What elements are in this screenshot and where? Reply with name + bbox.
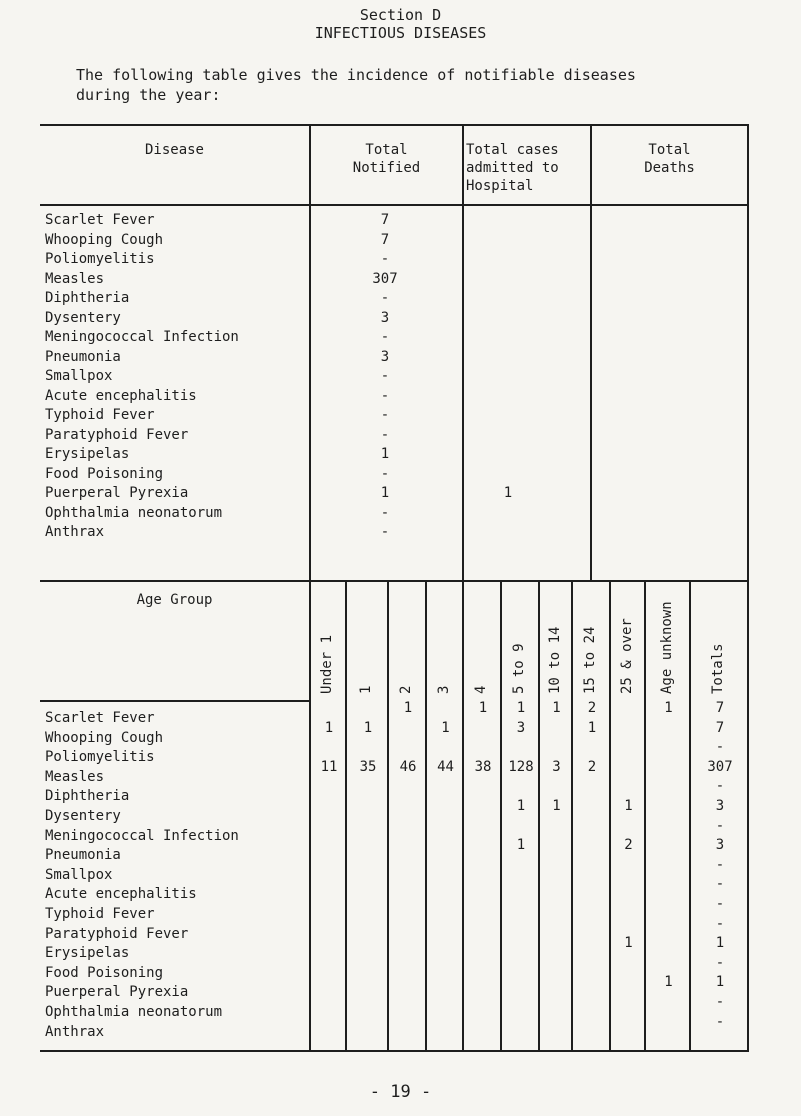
table2-column-header: Totals — [710, 643, 726, 694]
table2-cell: 1 — [516, 798, 526, 814]
table2-col-divider — [309, 580, 311, 1052]
table2-disease-label: Acute encephalitis — [45, 886, 197, 903]
intro-line-2: during the year: — [76, 86, 221, 104]
table1-header-rule — [40, 204, 748, 206]
table2-cell: 1 — [664, 974, 673, 991]
table2-disease-label: Measles — [45, 768, 105, 785]
table2-disease-label: Meningococcal Infection — [45, 827, 239, 844]
table1-col-divider — [462, 124, 464, 580]
table1-notified-value: 3 — [380, 348, 390, 365]
table2-cell: 1 — [552, 798, 561, 814]
table1-disease-label: Food Poisoning — [45, 465, 164, 482]
table2-col-divider — [425, 580, 427, 1052]
table2-disease-label: Erysipelas — [45, 945, 130, 962]
table2-col-divider — [747, 580, 749, 1052]
table1-disease-label: Acute encephalitis — [45, 387, 197, 404]
table2-cell: 1 — [664, 700, 673, 716]
table2-column-header: 1 — [358, 685, 374, 694]
table1-disease-label: Erysipelas — [45, 446, 130, 462]
hospital-header-3: Hospital — [466, 178, 534, 194]
table2-cell: 1 — [324, 719, 334, 736]
table2-disease-label: Dysentery — [45, 808, 121, 824]
table1-disease-label: Anthrax — [45, 524, 105, 540]
table2-cell: - — [715, 778, 725, 795]
table2-cell: 3 — [516, 719, 526, 736]
table1-notified-value: - — [380, 368, 390, 384]
table2-disease-label: Typhoid Fever — [45, 906, 155, 922]
table1-notified-value: 307 — [372, 270, 398, 287]
page-number: - 19 - — [369, 1082, 432, 1102]
hospital-header-2: admitted to — [466, 160, 559, 176]
table2-cell: 44 — [437, 758, 454, 775]
table1-notified-value: 7 — [380, 212, 390, 228]
table2-column-header: 15 to 24 — [582, 626, 598, 694]
table1-col-divider — [747, 124, 749, 580]
table2-cell: 307 — [707, 758, 733, 775]
table2-column-header: 5 to 9 — [511, 643, 527, 694]
table2-cell: - — [715, 817, 725, 834]
table2-cell: 1 — [516, 837, 526, 854]
table2-cell: 3 — [552, 758, 561, 775]
table2-cell: - — [715, 915, 725, 932]
table2-col-divider — [609, 580, 611, 1052]
table1-notified-value: - — [380, 407, 390, 423]
table2-cell: 1 — [552, 700, 561, 716]
table2-disease-label: Food Poisoning — [45, 964, 164, 981]
table1-notified-value: - — [380, 504, 390, 521]
table2-column-header: 2 — [398, 685, 414, 694]
table2-cell: 2 — [587, 758, 597, 775]
table2-cell: - — [715, 994, 725, 1010]
table2-cell: 128 — [508, 758, 534, 775]
table2-disease-label: Whooping Cough — [45, 729, 164, 746]
table2-cell: 1 — [478, 700, 488, 716]
table1-disease-label: Poliomyelitis — [45, 251, 155, 267]
table2-cell: 1 — [441, 719, 450, 736]
table2-column-header: 3 — [435, 685, 452, 694]
table2-cell: 38 — [474, 758, 492, 775]
table2-column-header: Under 1 — [319, 634, 335, 694]
table2-cell: - — [715, 1013, 725, 1030]
page-title: INFECTIOUS DISEASES — [314, 24, 487, 42]
table1-notified-value: - — [380, 387, 390, 404]
table1-notified-value: 3 — [380, 309, 390, 326]
intro-line-1: The following table gives the incidence of notifiable diseases — [76, 66, 636, 84]
table1-col-divider — [309, 124, 311, 580]
table2-cell: 3 — [715, 837, 725, 854]
table2-top-rule — [40, 580, 748, 582]
table2-cell: 3 — [715, 798, 725, 814]
table2-cell: - — [715, 739, 725, 756]
notified-header-2: Notified — [352, 160, 421, 176]
table2-col-divider — [644, 580, 646, 1052]
table2-disease-label: Anthrax — [45, 1023, 105, 1040]
table2-col-divider — [345, 580, 347, 1052]
table2-cell: 2 — [587, 700, 597, 716]
table1-disease-label: Paratyphoid Fever — [45, 426, 189, 443]
table2-cell: 1 — [624, 798, 633, 814]
table2-cell: 1 — [715, 935, 725, 952]
table2-cell: 1 — [363, 719, 373, 736]
table1-disease-label: Scarlet Fever — [45, 212, 155, 228]
table1-disease-label: Measles — [45, 270, 105, 287]
table2-col-divider — [689, 580, 691, 1052]
table2-disease-label: Diphtheria — [45, 788, 130, 805]
deaths-header-2: Deaths — [644, 160, 695, 176]
table2-bottom-rule — [40, 1050, 748, 1052]
hospital-header-1: Total cases — [466, 142, 559, 158]
deaths-header-1: Total — [648, 142, 691, 158]
table1-notified-value: - — [380, 329, 390, 345]
table1-notified-value: - — [380, 524, 390, 540]
table2-column-header: 4 — [473, 685, 489, 694]
table1-disease-label: Diphtheria — [45, 290, 130, 306]
table2-cell: 1 — [403, 700, 413, 716]
table2-col-divider — [538, 580, 540, 1052]
table1-top-rule — [40, 124, 748, 126]
age-group-header: Age Group — [136, 592, 213, 608]
table2-column-header: 25 & over — [618, 618, 635, 694]
table2-cell: 35 — [359, 758, 377, 775]
table2-disease-label: Paratyphoid Fever — [45, 925, 189, 942]
table2-col-divider — [462, 580, 464, 1052]
table2-disease-label: Scarlet Fever — [45, 710, 155, 726]
table2-cell: 1 — [715, 974, 725, 991]
table1-disease-label: Puerperal Pyrexia — [45, 485, 189, 501]
table2-column-header: 10 to 14 — [546, 626, 563, 694]
table1-disease-label: Whooping Cough — [45, 231, 164, 248]
table1-notified-value: 7 — [380, 231, 390, 248]
table2-cell: - — [715, 954, 725, 971]
table1-disease-label: Ophthalmia neonatorum — [45, 504, 223, 521]
table2-cell: 7 — [715, 700, 725, 716]
table2-cell: - — [715, 876, 725, 893]
table1-notified-value: - — [380, 426, 390, 443]
table2-col-divider — [571, 580, 573, 1052]
table2-disease-label: Puerperal Pyrexia — [45, 984, 189, 1001]
table1-notified-value: 1 — [380, 446, 390, 462]
table1-notified-value: - — [380, 251, 390, 267]
notified-header-1: Total — [365, 142, 408, 158]
table1-hospital-value: 1 — [503, 485, 513, 501]
table1-disease-label: Typhoid Fever — [45, 407, 155, 423]
table1-disease-label: Meningococcal Infection — [45, 329, 239, 345]
table2-cell: 2 — [624, 837, 633, 854]
table1-disease-label: Smallpox — [45, 368, 113, 384]
table1-notified-value: 1 — [380, 485, 390, 501]
table2-cell: - — [715, 856, 725, 873]
table2-header-rule — [40, 700, 310, 702]
table2-cell: 1 — [624, 935, 633, 952]
table2-cell: 1 — [587, 719, 597, 736]
table1-notified-value: - — [380, 465, 390, 482]
table2-disease-label: Ophthalmia neonatorum — [45, 1004, 223, 1020]
table2-column-header: Age unknown — [658, 601, 675, 694]
table1-col-divider — [590, 124, 592, 580]
table2-col-divider — [387, 580, 389, 1052]
table2-col-divider — [500, 580, 502, 1052]
table2-cell: 11 — [320, 758, 338, 775]
table2-cell: 7 — [715, 719, 725, 736]
disease-header: Disease — [144, 142, 204, 158]
table1-notified-value: - — [380, 290, 390, 306]
table2-disease-label: Pneumonia — [45, 847, 121, 864]
section-label: Section D — [359, 6, 442, 24]
table2-cell: 46 — [399, 758, 417, 775]
table2-disease-label: Poliomyelitis — [45, 749, 155, 766]
table1-disease-label: Dysentery — [45, 309, 121, 326]
table2-cell: 1 — [516, 700, 526, 716]
table2-disease-label: Smallpox — [45, 866, 113, 883]
table2-cell: - — [715, 896, 725, 912]
table1-disease-label: Pneumonia — [45, 348, 121, 365]
